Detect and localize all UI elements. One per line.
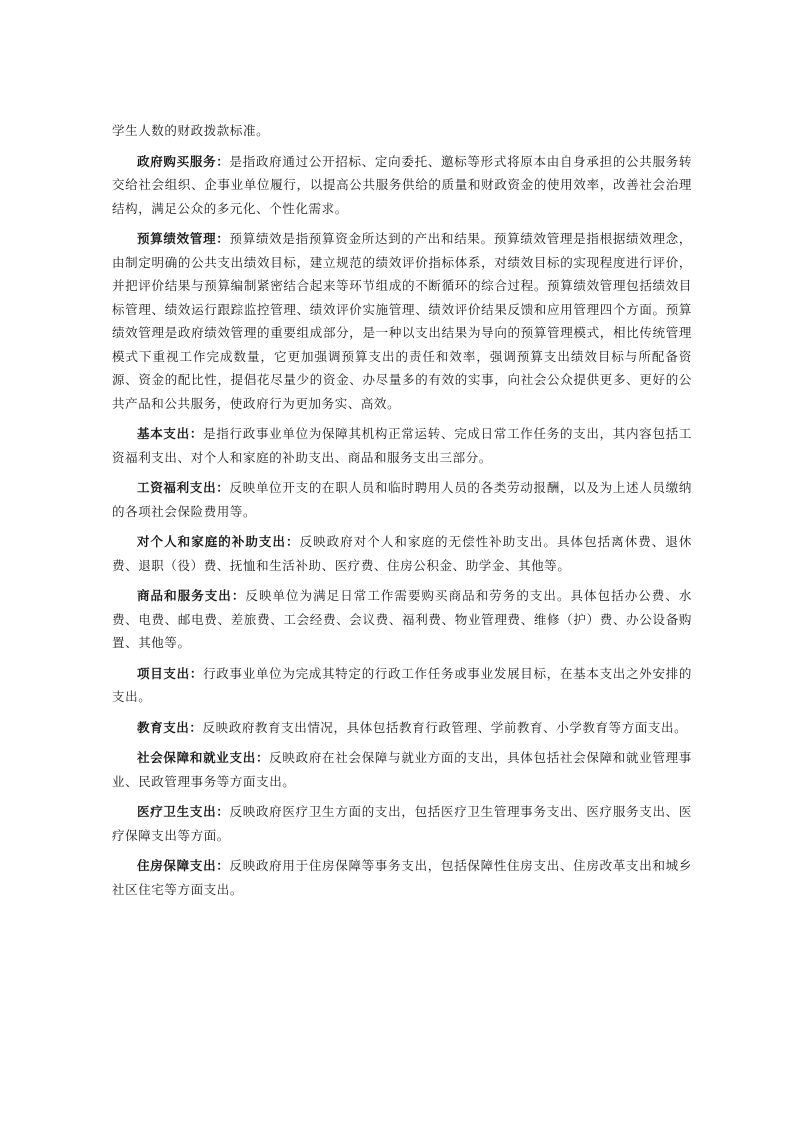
entry-subsidies — [112, 530, 692, 577]
entry-text: 反映政府在社会保障与就业方面的支出，具体包括社会保障和就业管理事业、民政管理事务等方面支出。 — [112, 750, 692, 789]
entry-text: 反映政府对个人和家庭的无偿性补助支出。具体包括离休费、退休费、退职（役）费、抚恤和生活补助、医疗费、住房公积金、助学金、其他等。 — [112, 534, 693, 573]
entry-term: 教育支出： — [137, 719, 203, 735]
document-page — [112, 119, 692, 908]
entry-term: 住房保障支出： — [137, 858, 230, 873]
entry-term: 商品和服务支出： — [137, 588, 246, 603]
entry-text: 反映单位为满足日常工作需要购买商品和劳务的支出。具体包括办公费、水费、电费、邮电费、差旅费、工会经费、会议费、福利费、物业管理费、维修（护）费、办公设备购置、其他等。 — [112, 588, 692, 650]
entry-text: 反映政府医疗卫生方面的支出，包括医疗卫生管理事务支出、医疗服务支出、医疗保障支出等方面。 — [112, 804, 692, 843]
entry-term: 对个人和家庭的补助支出： — [137, 534, 300, 549]
entry-social-security — [112, 746, 692, 793]
entry-term: 社会保障和就业支出： — [137, 750, 270, 765]
entry-goods-services — [112, 584, 692, 655]
entry-government-procurement — [112, 150, 692, 221]
entry-term: 基本支出： — [137, 426, 204, 441]
entry-text: 反映政府用于住房保障等事务支出，包括保障性住房支出、住房改革支出和城乡社区住宅等方面支出。 — [112, 858, 692, 897]
entry-education — [112, 716, 692, 740]
entry-text: 反映单位开支的在职人员和临时聘用人员的各类劳动报酬，以及为上述人员缴纳的各项社会保险费用等。 — [112, 480, 692, 519]
entry-term: 工资福利支出： — [137, 480, 230, 495]
entry-term: 预算绩效管理： — [137, 231, 230, 246]
entry-text: 行政事业单位为完成其特定的行政工作任务或事业发展目标，在基本支出之外安排的支出。 — [112, 665, 692, 704]
entry-basic-expenditure — [112, 422, 692, 469]
entry-text: 预算绩效是指预算资金所达到的产出和结果。预算绩效管理是指根据绩效理念，由制定明确的公共支出绩效目标，建立规范的绩效评价指标体系，对绩效目标的实现程度进行评价，并把评价结果与预算编制紧密结合起来等环节组成的不断循环的综合过程。预算绩效管理包括绩效目标管理、绩效运行跟踪监控管理、绩效评价实施管理、绩效评价结果反馈和应用管理四个方面。预算绩效管理是政府绩效管理的重要组成部分，是一种以支出结果为导向的预算管理模式，相比传统管理模式下重视工作完成数量，它更加强调预算支出的责任和效率，强调预算支出绩效目标与所配备资源、资金的配比性，提倡花尽量少的资金、办尽量多的有效的实事，向社会公众提供更多、更好的公共产品和公共服务，使政府行为更加务实、高效。 — [112, 231, 692, 411]
entry-wages-welfare — [112, 476, 692, 523]
entry-text: 反映政府教育支出情况，具体包括教育行政管理、学前教育、小学教育等方面支出。 — [202, 719, 688, 735]
entry-text: 是指政府通过公开招标、定向委托、邀标等形式将原本由自身承担的公共服务转交给社会组织、企事业单位履行，以提高公共服务供给的质量和财政资金的使用效率，改善社会治理结构，满足公众的多元化、个性化需求。 — [112, 153, 692, 216]
entry-project-expenditure — [112, 662, 692, 709]
intro-continuation: 学生人数的财政拨款标准。 — [112, 123, 270, 138]
entry-housing — [112, 854, 692, 901]
entry-budget-performance — [112, 227, 692, 415]
entry-text: 是指行政事业单位为保障其机构正常运转、完成日常工作任务的支出，其内容包括工资福利支出、对个人和家庭的补助支出、商品和服务支出三部分。 — [112, 426, 692, 465]
entry-healthcare — [112, 800, 692, 847]
entry-term: 项目支出： — [137, 665, 204, 681]
entry-term: 医疗卫生支出： — [137, 804, 230, 819]
entry-term: 政府购买服务： — [137, 153, 230, 169]
